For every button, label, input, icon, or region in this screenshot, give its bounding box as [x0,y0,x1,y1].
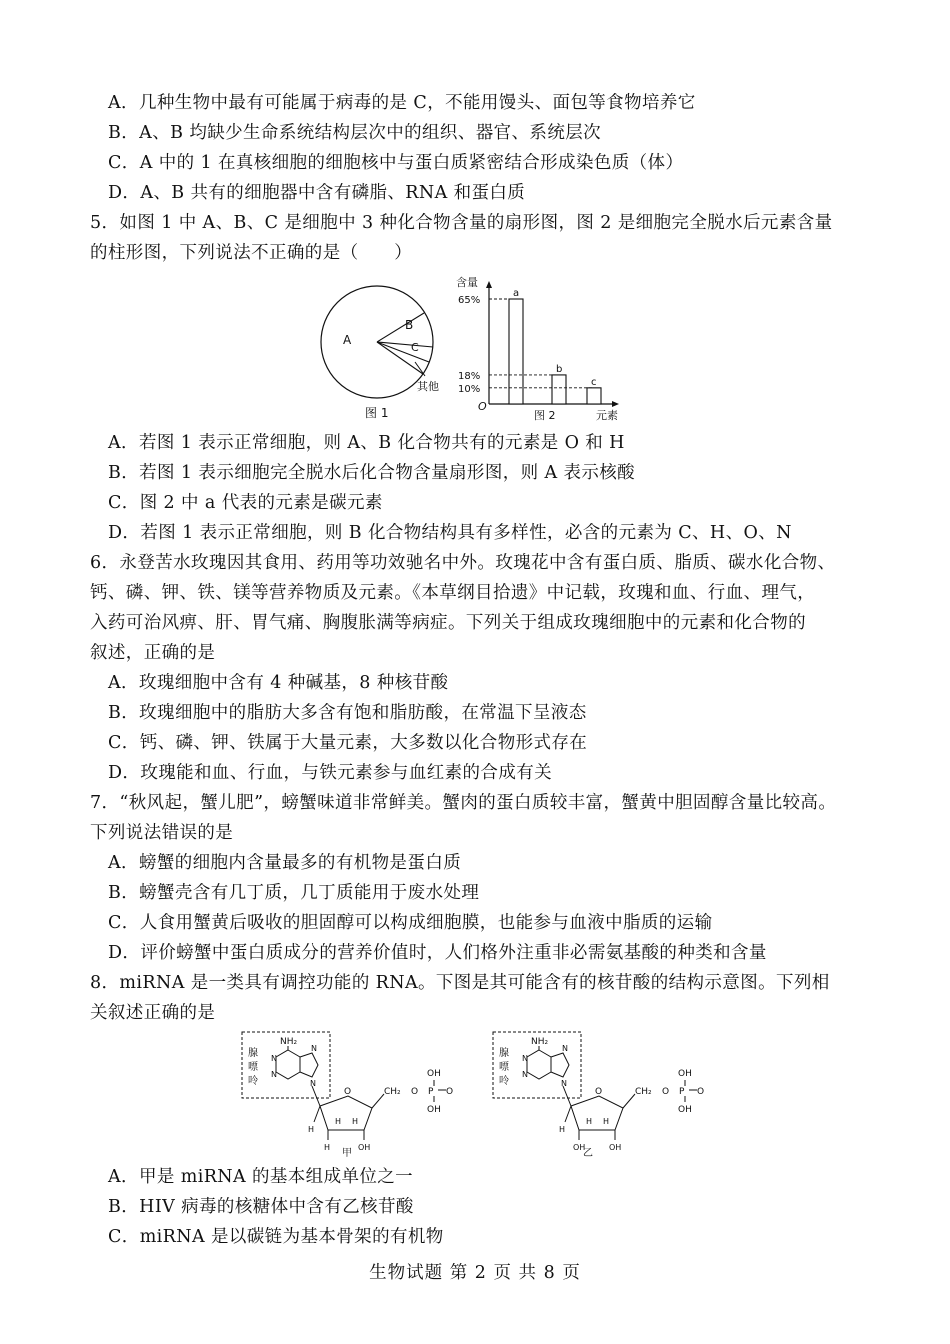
q5-option-a: A．若图 1 表示正常细胞，则 A、B 化合物共有的元素是 O 和 H [108,433,625,453]
phosphate-o-label: O [446,1087,454,1097]
nucleotide-structure-yi [489,1028,719,1160]
pie-divider-3 [377,342,429,362]
n-label-4: N [310,1079,316,1088]
q4-option-c: C．A 中的 1 在真核细胞的细胞核中与蛋白质紧密结合形成染色质（体） [108,153,684,173]
base-label-char-1: 腺 [499,1048,509,1059]
phosphate-oh-top: OH [427,1069,441,1079]
h-label-1: H [308,1125,315,1134]
oh-label-sugar-2: OH [573,1143,586,1152]
sugar-ring [571,1096,623,1130]
base-label-char-3: 呤 [248,1076,258,1087]
figure-1-caption: 图 1 [365,406,389,420]
structure-yi-caption: 乙 [583,1148,593,1159]
q5-stem-line1: 5．如图 1 中 A、B、C 是细胞中 3 种化合物含量的扇形图，图 2 是细胞完全脱水后元素含量 [90,213,833,233]
n-label-2: N [271,1070,277,1079]
h-label-4: H [324,1143,331,1152]
ch2-label: CH₂ [635,1087,652,1097]
q6-stem-line1: 6．永登苦水玫瑰因其食用、药用等功效驰名中外。玫瑰花中含有蛋白质、脂质、碳水化合物、 [90,553,836,573]
q6-stem-line2: 钙、磷、钾、铁、镁等营养物质及元素。《本草纲目拾遗》中记载，玫瑰和血、行血、理气， [90,583,816,603]
linker-o-label: O [411,1087,419,1097]
oh-label-sugar-3: OH [609,1143,622,1152]
bar-label-c: c [591,376,597,388]
phosphate-oh-bottom: OH [427,1105,441,1115]
q8-stem-line2: 关叙述正确的是 [90,1003,216,1023]
bar-label-b: b [556,363,563,375]
base-label-char-3: 呤 [499,1076,509,1087]
q8-option-b: B．HIV 病毒的核糖体中含有乙核苷酸 [108,1197,414,1217]
q7-option-c: C．人食用蟹黄后吸收的胆固醇可以构成细胞膜，也能参与血液中脂质的运输 [108,913,713,933]
q5-stem-line2: 的柱形图，下列说法不正确的是（ ） [90,243,413,263]
q6-option-a: A．玫瑰细胞中含有 4 种碱基，8 种核苷酸 [108,673,449,693]
structure-jia-caption: 甲 [342,1148,352,1159]
pyrimidine-ring [527,1050,551,1079]
pie-label-c: C [411,341,419,354]
q7-option-a: A．螃蟹的细胞内含量最多的有机物是蛋白质 [108,853,462,873]
phosphate-oh-top: OH [678,1069,692,1079]
bar-c [587,388,601,404]
chart-x-arrow [612,401,619,407]
figure-1-pie [315,282,455,422]
imidazole-ring [551,1053,569,1077]
imidazole-ring [300,1053,318,1077]
pie-label-other: 其他 [417,380,439,393]
q7-option-d: D．评价螃蟹中蛋白质成分的营养价值时，人们格外注重非必需氨基酸的种类和含量 [108,943,767,963]
n-label-3: N [562,1044,568,1053]
figure-2-caption: 图 2 [534,409,556,422]
base-label-char-1: 腺 [248,1048,258,1059]
h-label-3: H [603,1117,610,1126]
q7-stem-line2: 下列说法错误的是 [90,823,234,843]
n-label-3: N [311,1044,317,1053]
y-tick-label-2: 10% [458,383,481,395]
q6-option-d: D．玫瑰能和血、行血，与铁元素参与血红素的合成有关 [108,763,553,783]
chart-y-axis-label: 含量 [456,276,478,289]
q4-option-a: A．几种生物中最有可能属于病毒的是 C，不能用馒头、面包等食物培养它 [108,93,696,113]
linker-o-label: O [662,1087,670,1097]
nucleotide-structure-jia [238,1028,468,1160]
ch2-label: CH₂ [384,1087,401,1097]
pie-label-a: A [343,333,352,347]
q6-stem-line4: 叙述，正确的是 [90,643,216,663]
ring-o-label: O [344,1087,352,1097]
pie-divider-2 [377,342,433,347]
nh2-label: NH₂ [531,1037,549,1047]
q8-option-a: A．甲是 miRNA 的基本组成单位之一 [108,1167,414,1187]
phosphorus-label: P [428,1087,434,1097]
q8-stem-line1: 8．miRNA 是一类具有调控功能的 RNA。下图是其可能含有的核苷酸的结构示意图。下列相 [90,973,830,993]
chart-x-axis-label: 元素 [596,409,618,422]
h-label-2: H [586,1117,593,1126]
q4-option-b: B．A、B 均缺少生命系统结构层次中的组织、器官、系统层次 [108,123,602,143]
h-label-2: H [335,1117,342,1126]
bar-label-a: a [513,288,520,299]
n-label-4: N [561,1079,567,1088]
pyrimidine-ring [276,1050,300,1079]
chart-origin-label: O [478,400,487,413]
q5-option-b: B．若图 1 表示细胞完全脱水后化合物含量扇形图，则 A 表示核酸 [108,463,636,483]
figure-2-bar-chart [444,272,644,427]
n-label-1: N [522,1054,528,1063]
base-label-char-2: 嘌 [499,1062,509,1073]
page-footer: 生物试题 第 2 页 共 8 页 [369,1263,581,1283]
phosphate-o-label: O [697,1087,705,1097]
q6-option-b: B．玫瑰细胞中的脂肪大多含有饱和脂肪酸，在常温下呈液态 [108,703,587,723]
phosphorus-label: P [679,1087,685,1097]
q7-option-b: B．螃蟹壳含有几丁质，几丁质能用于废水处理 [108,883,480,903]
y-tick-label-0: 65% [458,295,481,306]
sugar-ring [320,1096,372,1130]
q4-option-d: D．A、B 共有的细胞器中含有磷脂、RNA 和蛋白质 [108,183,526,203]
oh-label-sugar: OH [358,1143,371,1152]
chart-y-arrow [486,281,492,288]
y-tick-label-1: 18% [458,370,481,382]
h-label-3: H [352,1117,359,1126]
ring-o-label: O [595,1087,603,1097]
q6-option-c: C．钙、磷、钾、铁属于大量元素，大多数以化合物形式存在 [108,733,588,753]
q8-option-c: C．miRNA 是以碳链为基本骨架的有机物 [108,1227,444,1247]
pie-divider-1 [377,313,424,342]
h-label-1: H [559,1125,566,1134]
base-label-char-2: 嘌 [248,1062,258,1073]
n-label-1: N [271,1054,277,1063]
phosphate-oh-bottom: OH [678,1105,692,1115]
nh2-label: NH₂ [280,1037,298,1047]
bar-b [552,375,566,404]
n-label-2: N [522,1070,528,1079]
q7-stem-line1: 7．“秋风起，蟹儿肥”，螃蟹味道非常鲜美。蟹肉的蛋白质较丰富，蟹黄中胆固醇含量比较高。 [90,793,837,813]
q5-option-c: C．图 2 中 a 代表的元素是碳元素 [108,493,383,513]
q5-option-d: D．若图 1 表示正常细胞，则 B 化合物结构具有多样性，必含的元素为 C、H、O、N [108,523,792,543]
pie-label-b: B [405,318,414,332]
q6-stem-line3: 入药可治风痹、肝、胃气痛、胸腹胀满等病症。下列关于组成玫瑰细胞中的元素和化合物的 [90,613,806,633]
